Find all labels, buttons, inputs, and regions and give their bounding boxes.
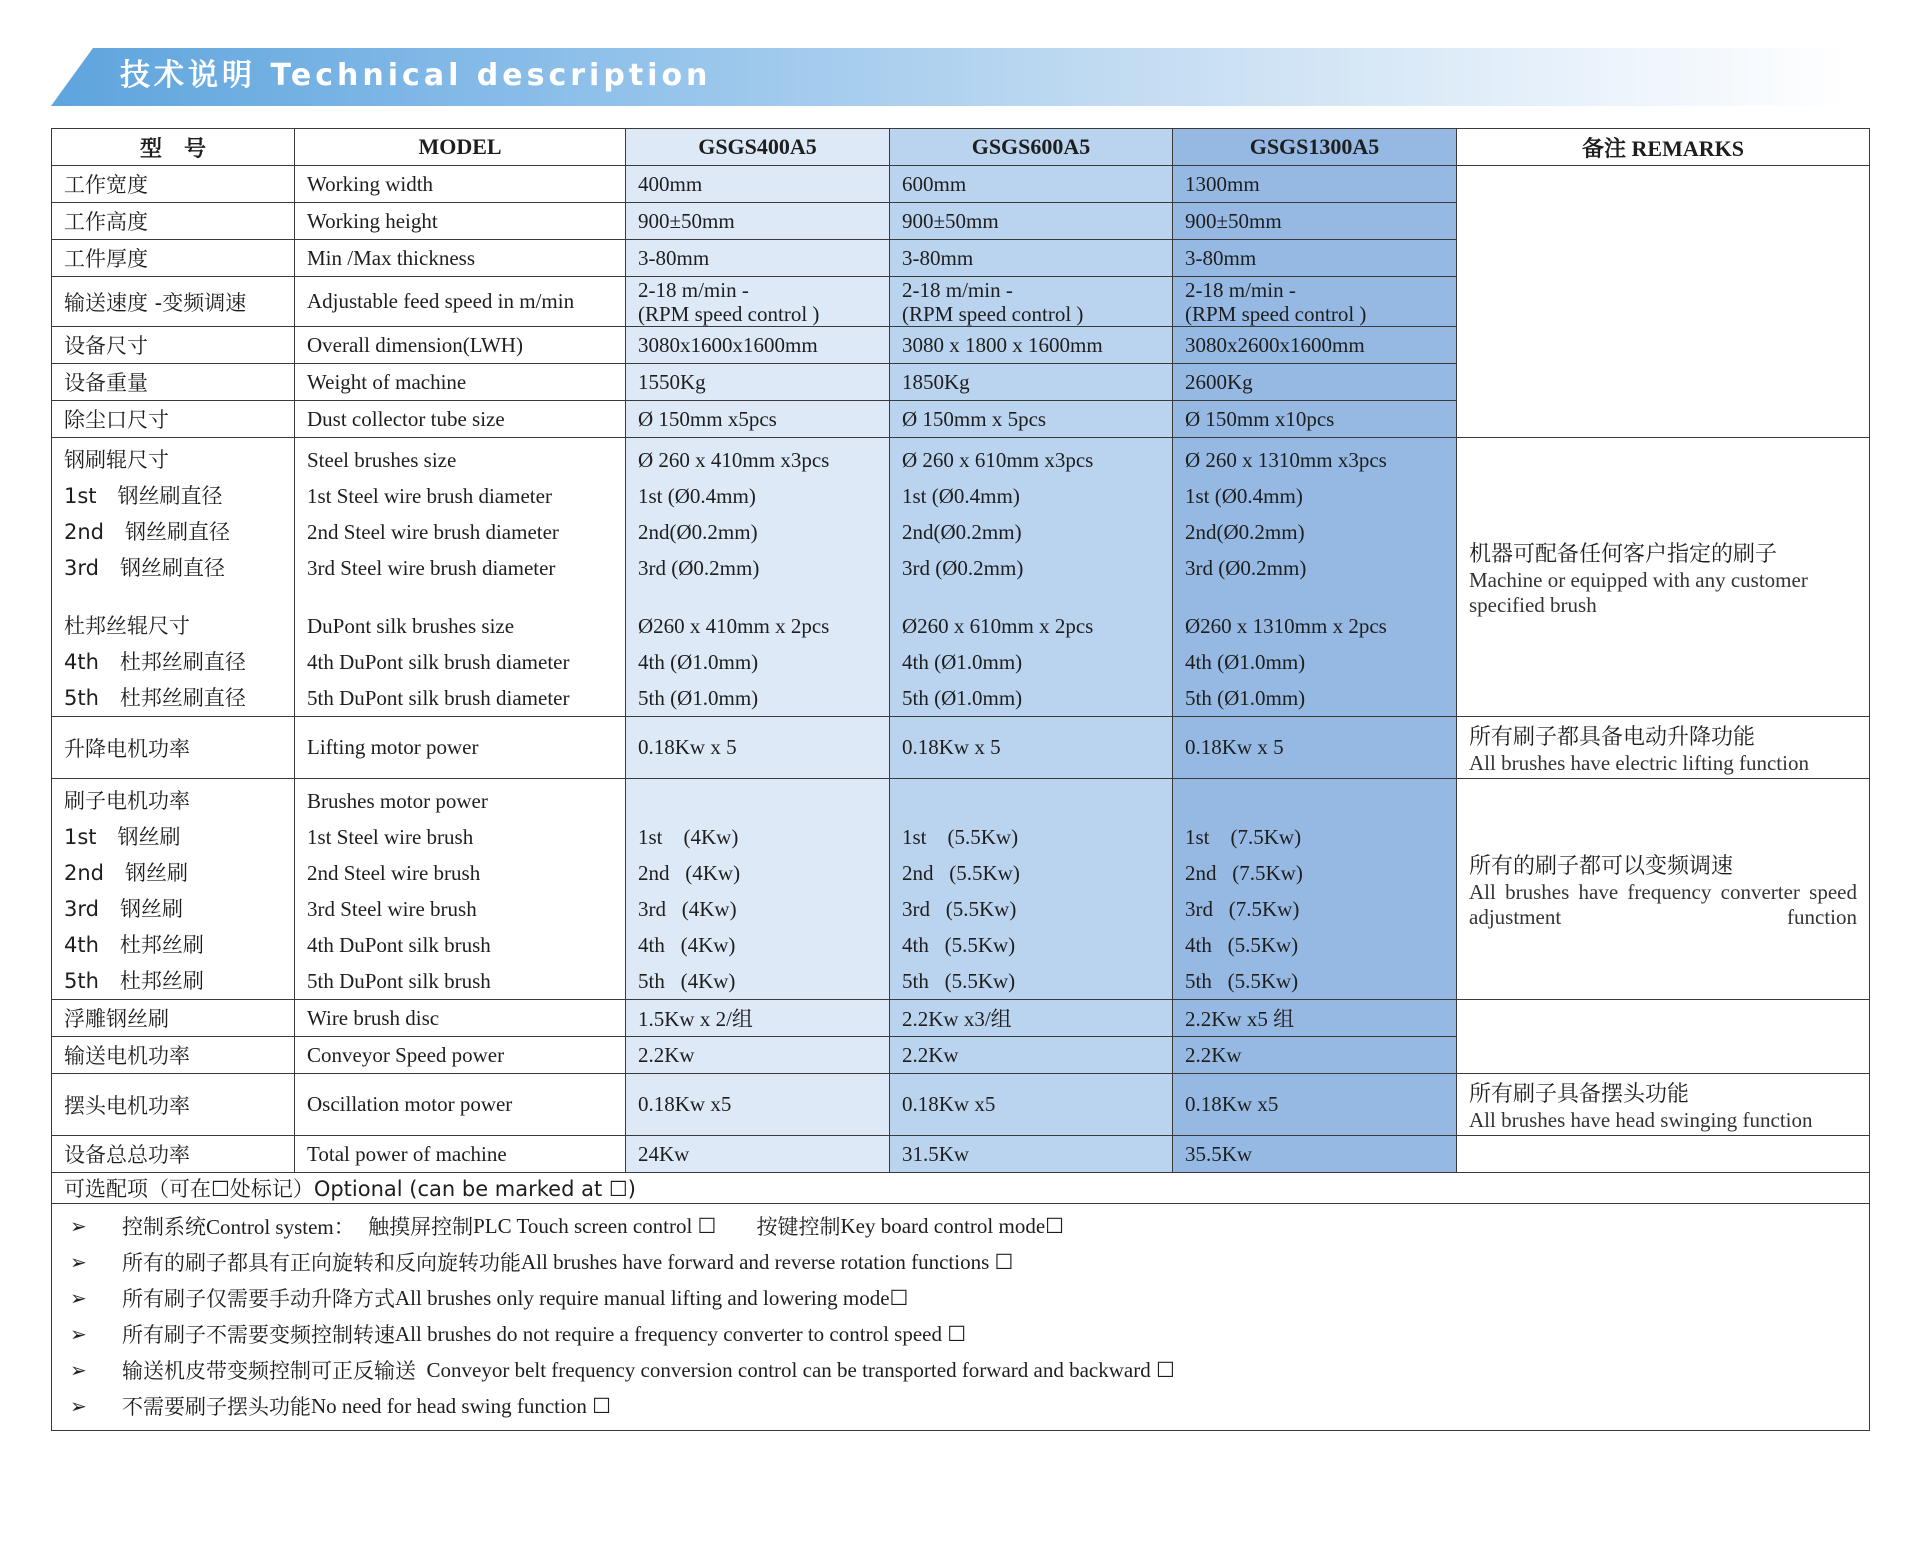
spacer bbox=[64, 586, 282, 608]
row-label-cn: 工作宽度 bbox=[52, 166, 295, 203]
cell-value: 2.2Kw x3/组 bbox=[890, 1000, 1173, 1037]
line: 2nd(Ø0.2mm) bbox=[1185, 520, 1305, 544]
line bbox=[638, 963, 877, 999]
line: 4th 杜邦丝刷直径 bbox=[64, 650, 246, 674]
line bbox=[1185, 927, 1444, 963]
options-list-row bbox=[52, 1204, 1870, 1431]
ordinal: 1st bbox=[1185, 825, 1210, 849]
row-label-en: Working width bbox=[295, 166, 626, 203]
cell-value: Ø 150mm x10pcs bbox=[1173, 401, 1457, 438]
cell-value: 600mm bbox=[890, 166, 1173, 203]
row-label-en: Dust collector tube size bbox=[295, 401, 626, 438]
option-cn: 不需要刷子摆头功能 bbox=[122, 1395, 311, 1419]
cell-value: 400mm bbox=[626, 166, 890, 203]
table-row-lifting bbox=[52, 717, 1870, 779]
cell-value: 1.5Kw x 2/组 bbox=[626, 1000, 890, 1037]
line: 钢刷辊尺寸 bbox=[64, 448, 169, 472]
line bbox=[1185, 891, 1444, 927]
cell-value: 3-80mm bbox=[1173, 240, 1457, 277]
cell-line: 2-18 m/min - bbox=[638, 277, 749, 302]
cell-value: 900±50mm bbox=[626, 203, 890, 240]
row-label-cn: 输送电机功率 bbox=[52, 1037, 295, 1074]
row-label-en: Conveyor Speed power bbox=[295, 1037, 626, 1074]
line: 5th (Ø1.0mm) bbox=[1185, 686, 1306, 710]
line: 3rd Steel wire brush diameter bbox=[307, 556, 556, 580]
power: (4Kw) bbox=[685, 861, 741, 885]
row-label-en: Overall dimension(LWH) bbox=[295, 327, 626, 364]
line: 3rd (Ø0.2mm) bbox=[638, 556, 760, 580]
line bbox=[902, 927, 1160, 963]
power: (4Kw) bbox=[681, 897, 737, 921]
line: 1st 钢丝刷直径 bbox=[64, 484, 223, 508]
line: 4th 杜邦丝刷 bbox=[64, 933, 204, 957]
line bbox=[902, 819, 1160, 855]
remark-en: All brushes have frequency converter speed adjustment function bbox=[1469, 879, 1857, 929]
cell-value: 900±50mm bbox=[890, 203, 1173, 240]
row-label-en: Min /Max thickness bbox=[295, 240, 626, 277]
header-model-1: GSGS400A5 bbox=[626, 129, 890, 166]
brushes-remark bbox=[1457, 438, 1870, 717]
brush-motor-values-3 bbox=[1173, 779, 1457, 1000]
option-item[interactable] bbox=[64, 1316, 1857, 1352]
cell-value: 35.5Kw bbox=[1173, 1136, 1457, 1173]
line: Ø260 x 1310mm x 2pcs bbox=[1185, 614, 1387, 638]
ordinal: 5th bbox=[1185, 969, 1212, 993]
line: 3rd (Ø0.2mm) bbox=[1185, 556, 1307, 580]
options-title-row bbox=[52, 1173, 1870, 1204]
cell-line: (RPM speed control ) bbox=[1185, 301, 1367, 326]
power: (7.5Kw) bbox=[1228, 897, 1300, 921]
cell-value bbox=[626, 277, 890, 327]
line: 4th DuPont silk brush bbox=[307, 933, 491, 957]
option-cn: 所有刷子仅需要手动升降方式 bbox=[122, 1287, 395, 1311]
row-label-en: Lifting motor power bbox=[295, 717, 626, 779]
header-model-3: GSGS1300A5 bbox=[1173, 129, 1457, 166]
option-item[interactable] bbox=[64, 1208, 1857, 1244]
table-row-oscillation bbox=[52, 1074, 1870, 1136]
cell-value: 2.2Kw bbox=[1173, 1037, 1457, 1074]
cell-value: 24Kw bbox=[626, 1136, 890, 1173]
ordinal: 5th bbox=[902, 969, 929, 993]
line: Ø260 x 410mm x 2pcs bbox=[638, 614, 830, 638]
remark-cell-empty bbox=[1457, 1000, 1870, 1074]
remark-cn: 机器可配备任何客户指定的刷子 bbox=[1469, 541, 1778, 567]
remark-en: All brushes have head swinging function bbox=[1469, 1107, 1813, 1132]
line: 4th (Ø1.0mm) bbox=[1185, 650, 1306, 674]
line: 2nd 钢丝刷 bbox=[64, 861, 189, 885]
line: 4th (Ø1.0mm) bbox=[902, 650, 1023, 674]
power: (5.5Kw) bbox=[1227, 969, 1299, 993]
cell-line: 2-18 m/min - bbox=[1185, 277, 1296, 302]
power: (7.5Kw) bbox=[1232, 861, 1303, 885]
option-en[interactable]: All brushes only require manual lifting and lowering mode☐ bbox=[395, 1285, 909, 1310]
option-en[interactable]: Key board control mode☐ bbox=[840, 1213, 1064, 1238]
arrow-icon: ➢ bbox=[70, 1322, 87, 1346]
line bbox=[902, 855, 1160, 891]
table-row bbox=[52, 1000, 1870, 1037]
ordinal: 1st bbox=[638, 825, 663, 849]
line: 2nd Steel wire brush diameter bbox=[307, 520, 559, 544]
line: 1st (Ø0.4mm) bbox=[638, 484, 756, 508]
line bbox=[638, 855, 877, 891]
line: Brushes motor power bbox=[307, 789, 488, 813]
row-label-cn: 摆头电机功率 bbox=[52, 1074, 295, 1136]
line: Ø 260 x 1310mm x3pcs bbox=[1185, 448, 1387, 472]
cell-value: 31.5Kw bbox=[890, 1136, 1173, 1173]
row-label-en: Wire brush disc bbox=[295, 1000, 626, 1037]
row-label-en: Total power of machine bbox=[295, 1136, 626, 1173]
option-cn: 输送机皮带变频控制可正反输送 bbox=[122, 1359, 416, 1383]
arrow-icon: ➢ bbox=[70, 1394, 87, 1418]
line bbox=[638, 819, 877, 855]
row-label-cn: 设备尺寸 bbox=[52, 327, 295, 364]
line: Ø260 x 610mm x 2pcs bbox=[902, 614, 1094, 638]
spacer bbox=[902, 586, 1160, 608]
spec-table bbox=[51, 128, 1870, 1431]
options-title-text: 可选配项（可在☐处标记）Optional (can be marked at ☐) bbox=[64, 1177, 636, 1201]
line bbox=[1185, 855, 1444, 891]
option-item[interactable] bbox=[64, 1388, 1857, 1424]
row-label-en: Weight of machine bbox=[295, 364, 626, 401]
cell-value bbox=[1173, 277, 1457, 327]
remark-cn: 所有刷子具备摆头功能 bbox=[1469, 1081, 1690, 1107]
table-row bbox=[52, 166, 1870, 203]
arrow-icon: ➢ bbox=[70, 1286, 87, 1310]
cell-line: (RPM speed control ) bbox=[638, 301, 820, 326]
cell-value: 3-80mm bbox=[890, 240, 1173, 277]
option-cn: 按键控制 bbox=[716, 1215, 841, 1239]
spacer bbox=[307, 586, 613, 608]
line: 3rd (Ø0.2mm) bbox=[902, 556, 1024, 580]
line: 5th 杜邦丝刷 bbox=[64, 969, 204, 993]
cell-value: 2.2Kw bbox=[890, 1037, 1173, 1074]
line: 1st Steel wire brush diameter bbox=[307, 484, 552, 508]
row-label-cn: 设备总总功率 bbox=[52, 1136, 295, 1173]
cell-value: 2.2Kw bbox=[626, 1037, 890, 1074]
option-en[interactable]: PLC Touch screen control ☐ bbox=[473, 1213, 717, 1238]
line: 4th (Ø1.0mm) bbox=[638, 650, 759, 674]
power: (7.5Kw) bbox=[1230, 825, 1302, 849]
table-header-row bbox=[52, 129, 1870, 166]
option-item[interactable] bbox=[64, 1352, 1857, 1388]
cell-value: 0.18Kw x 5 bbox=[1173, 717, 1457, 779]
line: 5th DuPont silk brush diameter bbox=[307, 686, 570, 710]
table-row-brush-motor bbox=[52, 779, 1870, 1000]
ordinal: 4th bbox=[638, 933, 665, 957]
power: (5.5Kw) bbox=[945, 897, 1017, 921]
row-label-cn: 升降电机功率 bbox=[52, 717, 295, 779]
option-en[interactable]: All brushes do not require a frequency converter to control speed ☐ bbox=[395, 1321, 967, 1346]
option-en[interactable]: No need for head swing function ☐ bbox=[311, 1393, 611, 1418]
option-en[interactable]: All brushes have forward and reverse rotation functions ☐ bbox=[521, 1249, 1014, 1274]
header-model-cn: 型 号 bbox=[52, 129, 295, 166]
spacer bbox=[638, 586, 877, 608]
row-label-en: Oscillation motor power bbox=[295, 1074, 626, 1136]
power: (4Kw) bbox=[680, 933, 736, 957]
remark-cell-empty bbox=[1457, 166, 1870, 438]
brushes-values-3 bbox=[1173, 438, 1457, 717]
option-cn: 控制系统 bbox=[122, 1215, 206, 1239]
row-label-cn: 设备重量 bbox=[52, 364, 295, 401]
table-row bbox=[52, 1136, 1870, 1173]
cell-value: 3080x2600x1600mm bbox=[1173, 327, 1457, 364]
row-label-cn: 工作高度 bbox=[52, 203, 295, 240]
row-label-en: Working height bbox=[295, 203, 626, 240]
line bbox=[902, 963, 1160, 999]
line: 1st (Ø0.4mm) bbox=[1185, 484, 1303, 508]
power: (5.5Kw) bbox=[944, 969, 1016, 993]
row-label-cn: 工件厚度 bbox=[52, 240, 295, 277]
remark-en: All brushes have electric lifting function bbox=[1469, 750, 1809, 775]
option-cn: 触摸屏控制 bbox=[354, 1215, 474, 1239]
page-title: 技术说明 Technical description bbox=[120, 58, 712, 93]
cell-line: 2-18 m/min - bbox=[902, 277, 1013, 302]
cell-value: 0.18Kw x5 bbox=[626, 1074, 890, 1136]
cell-line: (RPM speed control ) bbox=[902, 301, 1084, 326]
remark-cn: 所有的刷子都可以变频调速 bbox=[1469, 853, 1734, 879]
ordinal: 4th bbox=[902, 933, 929, 957]
line: 2nd(Ø0.2mm) bbox=[638, 520, 758, 544]
line: 1st 钢丝刷 bbox=[64, 825, 181, 849]
ordinal: 2nd bbox=[902, 861, 934, 885]
lifting-remark bbox=[1457, 717, 1870, 779]
remark-cn: 所有刷子都具备电动升降功能 bbox=[1469, 724, 1756, 750]
cell-value: 1550Kg bbox=[626, 364, 890, 401]
spacer bbox=[1185, 586, 1444, 608]
line: 1st (Ø0.4mm) bbox=[902, 484, 1020, 508]
option-en: Control system： bbox=[206, 1215, 355, 1239]
line: 3rd 钢丝刷 bbox=[64, 897, 183, 921]
oscillation-remark bbox=[1457, 1074, 1870, 1136]
cell-value: 0.18Kw x5 bbox=[1173, 1074, 1457, 1136]
cell-value: 1300mm bbox=[1173, 166, 1457, 203]
line: Ø 260 x 410mm x3pcs bbox=[638, 448, 830, 472]
cell-value: 0.18Kw x5 bbox=[890, 1074, 1173, 1136]
row-label-en: Adjustable feed speed in m/min bbox=[295, 277, 626, 327]
cell-value: 1850Kg bbox=[890, 364, 1173, 401]
power: (5.5Kw) bbox=[949, 861, 1020, 885]
power: (5.5Kw) bbox=[944, 933, 1016, 957]
brush-motor-remark bbox=[1457, 779, 1870, 1000]
option-en[interactable]: Conveyor belt frequency conversion control can be transported forward and backward ☐ bbox=[416, 1357, 1175, 1382]
cell-value bbox=[890, 277, 1173, 327]
cell-value: Ø 150mm x 5pcs bbox=[890, 401, 1173, 438]
cell-value: Ø 150mm x5pcs bbox=[626, 401, 890, 438]
brush-motor-values-2 bbox=[890, 779, 1173, 1000]
ordinal: 4th bbox=[1185, 933, 1212, 957]
cell-value: 3080 x 1800 x 1600mm bbox=[890, 327, 1173, 364]
brushes-labels-en bbox=[295, 438, 626, 717]
header-model-2: GSGS600A5 bbox=[890, 129, 1173, 166]
power: (4Kw) bbox=[680, 969, 736, 993]
table-row-brushes bbox=[52, 438, 1870, 717]
line bbox=[1185, 819, 1444, 855]
line: 5th 杜邦丝刷直径 bbox=[64, 686, 246, 710]
line: 1st Steel wire brush bbox=[307, 825, 474, 849]
line: Ø 260 x 610mm x3pcs bbox=[902, 448, 1094, 472]
cell-value: 2600Kg bbox=[1173, 364, 1457, 401]
line: 5th DuPont silk brush bbox=[307, 969, 491, 993]
line bbox=[638, 927, 877, 963]
remark-cell-empty bbox=[1457, 1136, 1870, 1173]
line: Steel brushes size bbox=[307, 448, 457, 472]
options-list bbox=[52, 1204, 1870, 1431]
row-label-cn: 输送速度 -变频调速 bbox=[52, 277, 295, 327]
cell-value: 3-80mm bbox=[626, 240, 890, 277]
line: 3rd Steel wire brush bbox=[307, 897, 477, 921]
remark-en: Machine or equipped with any customer specified brush bbox=[1469, 567, 1808, 617]
line: 4th DuPont silk brush diameter bbox=[307, 650, 570, 674]
line: 5th (Ø1.0mm) bbox=[638, 686, 759, 710]
brushes-values-1 bbox=[626, 438, 890, 717]
power: (5.5Kw) bbox=[947, 825, 1019, 849]
ordinal: 3rd bbox=[638, 897, 666, 921]
row-label-cn: 除尘口尺寸 bbox=[52, 401, 295, 438]
header-model-en: MODEL bbox=[295, 129, 626, 166]
cell-value: 2.2Kw x5 组 bbox=[1173, 1000, 1457, 1037]
cell-value: 0.18Kw x 5 bbox=[626, 717, 890, 779]
power: (4Kw) bbox=[683, 825, 739, 849]
line: 3rd 钢丝刷直径 bbox=[64, 556, 225, 580]
brush-motor-labels-en bbox=[295, 779, 626, 1000]
line bbox=[902, 891, 1160, 927]
ordinal: 1st bbox=[902, 825, 927, 849]
option-item[interactable] bbox=[64, 1280, 1857, 1316]
ordinal: 3rd bbox=[1185, 897, 1213, 921]
arrow-icon: ➢ bbox=[70, 1214, 87, 1238]
ordinal: 3rd bbox=[902, 897, 930, 921]
power: (5.5Kw) bbox=[1227, 933, 1299, 957]
brushes-values-2 bbox=[890, 438, 1173, 717]
option-cn: 所有刷子不需要变频控制转速 bbox=[122, 1323, 395, 1347]
arrow-icon: ➢ bbox=[70, 1358, 87, 1382]
cell-value: 0.18Kw x 5 bbox=[890, 717, 1173, 779]
line bbox=[638, 891, 877, 927]
line: 刷子电机功率 bbox=[64, 789, 190, 813]
line: 5th (Ø1.0mm) bbox=[902, 686, 1023, 710]
line: DuPont silk brushes size bbox=[307, 614, 515, 638]
row-label-cn: 浮雕钢丝刷 bbox=[52, 1000, 295, 1037]
brush-motor-labels-cn bbox=[52, 779, 295, 1000]
cell-value: 900±50mm bbox=[1173, 203, 1457, 240]
line: 2nd(Ø0.2mm) bbox=[902, 520, 1022, 544]
cell-value: 3080x1600x1600mm bbox=[626, 327, 890, 364]
ordinal: 2nd bbox=[638, 861, 670, 885]
ordinal: 2nd bbox=[1185, 861, 1217, 885]
arrow-icon: ➢ bbox=[70, 1250, 87, 1274]
header-remarks: 备注 REMARKS bbox=[1457, 129, 1870, 166]
brush-motor-values-1 bbox=[626, 779, 890, 1000]
options-title bbox=[52, 1173, 1870, 1204]
line: 2nd Steel wire brush bbox=[307, 861, 481, 885]
line: 2nd 钢丝刷直径 bbox=[64, 520, 230, 544]
option-cn: 所有的刷子都具有正向旋转和反向旋转功能 bbox=[122, 1251, 521, 1275]
brushes-labels-cn bbox=[52, 438, 295, 717]
line bbox=[1185, 963, 1444, 999]
line: 杜邦丝辊尺寸 bbox=[64, 614, 190, 638]
ordinal: 5th bbox=[638, 969, 665, 993]
option-item[interactable] bbox=[64, 1244, 1857, 1280]
